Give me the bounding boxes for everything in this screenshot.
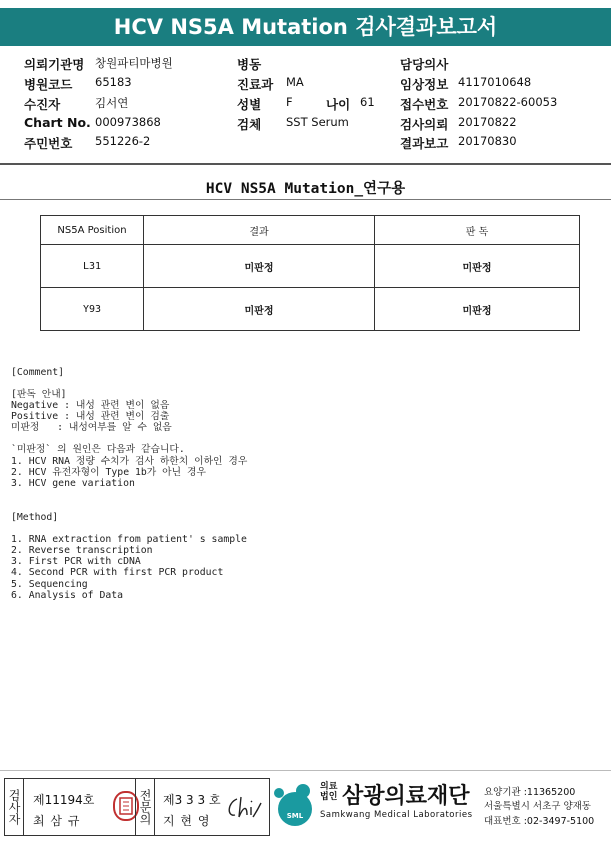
footer [0,778,611,840]
position-cell: L31 [41,245,144,288]
col-header: NS5A Position [41,216,144,245]
divider [0,163,611,165]
interpretation-cell: 미판정 [375,288,580,331]
col-header: 결과 [144,216,375,245]
guide-line: 미판정 : 내성여부를 알 수 없음 [11,422,172,433]
specialist-number: 제3 3 3 호 [163,793,221,807]
signature-icon [223,793,263,823]
method-line: 1. RNA extraction from patient' s sample [11,534,247,545]
report-subtitle: HCV NS5A Mutation_연구용 [205,181,406,197]
result-table [40,215,580,331]
position-cell: Y93 [41,288,144,331]
result-cell: 미판정 [144,288,375,331]
patient-info: 의뢰기관명 창원파티마병원 병원코드 65183 수진자 김서연 Chart No. 000973868 주민번호 551226-2 병동 진료과 MA 성별 F 나이 61 검체 SST Serum 담당의사 임상정보 4117010648 접수번호 20170822-60053 검사의뢰 20170822 결과보고 20170830 [24,56,558,151]
org-english-name: Samkwang Medical Laboratories [320,810,473,820]
method-line: 3. First PCR with cDNA [11,556,141,567]
org-type: 의료법인 [320,782,338,802]
cause-line: 2. HCV 유전자형이 Type 1b가 아닌 경우 [11,467,206,478]
table-row [41,288,580,331]
address: 서울특별시 서초구 양재동 [484,801,591,812]
report-title: HCV NS5A Mutation 검사결과보고서 [0,8,611,46]
cause-line: 1. HCV RNA 정량 수치가 검사 하한치 이하인 경우 [11,456,248,467]
comment-header: [Comment] [11,367,65,378]
inspector-number: 제11194호 [33,793,95,807]
divider [0,770,611,771]
signature-box [4,778,270,836]
method-header: [Method] [11,512,59,523]
specialist-name: 지 현 영 [163,814,211,828]
facility-code: 요양기관 :11365200 [484,787,576,798]
org-name: 삼광의료재단 [342,784,470,809]
table-header-row [41,216,580,245]
inspector-name: 최 삼 규 [33,814,81,828]
method-line: 6. Analysis of Data [11,590,124,601]
table-row [41,245,580,288]
org-logo-icon [272,782,318,832]
info-row: 의뢰기관명 [24,57,85,72]
cause-line: 3. HCV gene variation [11,478,135,489]
phone-number: 대표번호 :02-3497-5100 [484,816,595,827]
specialist-label: 전문의 [135,779,155,835]
cause-title: `미판정` 의 원인은 다음과 같습니다. [11,444,185,455]
logo-text: SML [286,812,304,820]
guide-line: Positive : 내성 관련 변이 검출 [11,411,170,422]
result-cell: 미판정 [144,245,375,288]
method-line: 2. Reverse transcription [11,545,153,556]
guide-line: Negative : 내성 관련 변이 없음 [11,400,170,411]
divider [0,199,611,200]
inspector-label: 검사자 [5,779,24,835]
guide-title: [판독 안내] [11,389,67,400]
col-header: 판 독 [375,216,580,245]
method-line: 4. Second PCR with first PCR product [11,567,224,578]
method-line: 5. Sequencing [11,579,88,590]
interpretation-cell: 미판정 [375,245,580,288]
